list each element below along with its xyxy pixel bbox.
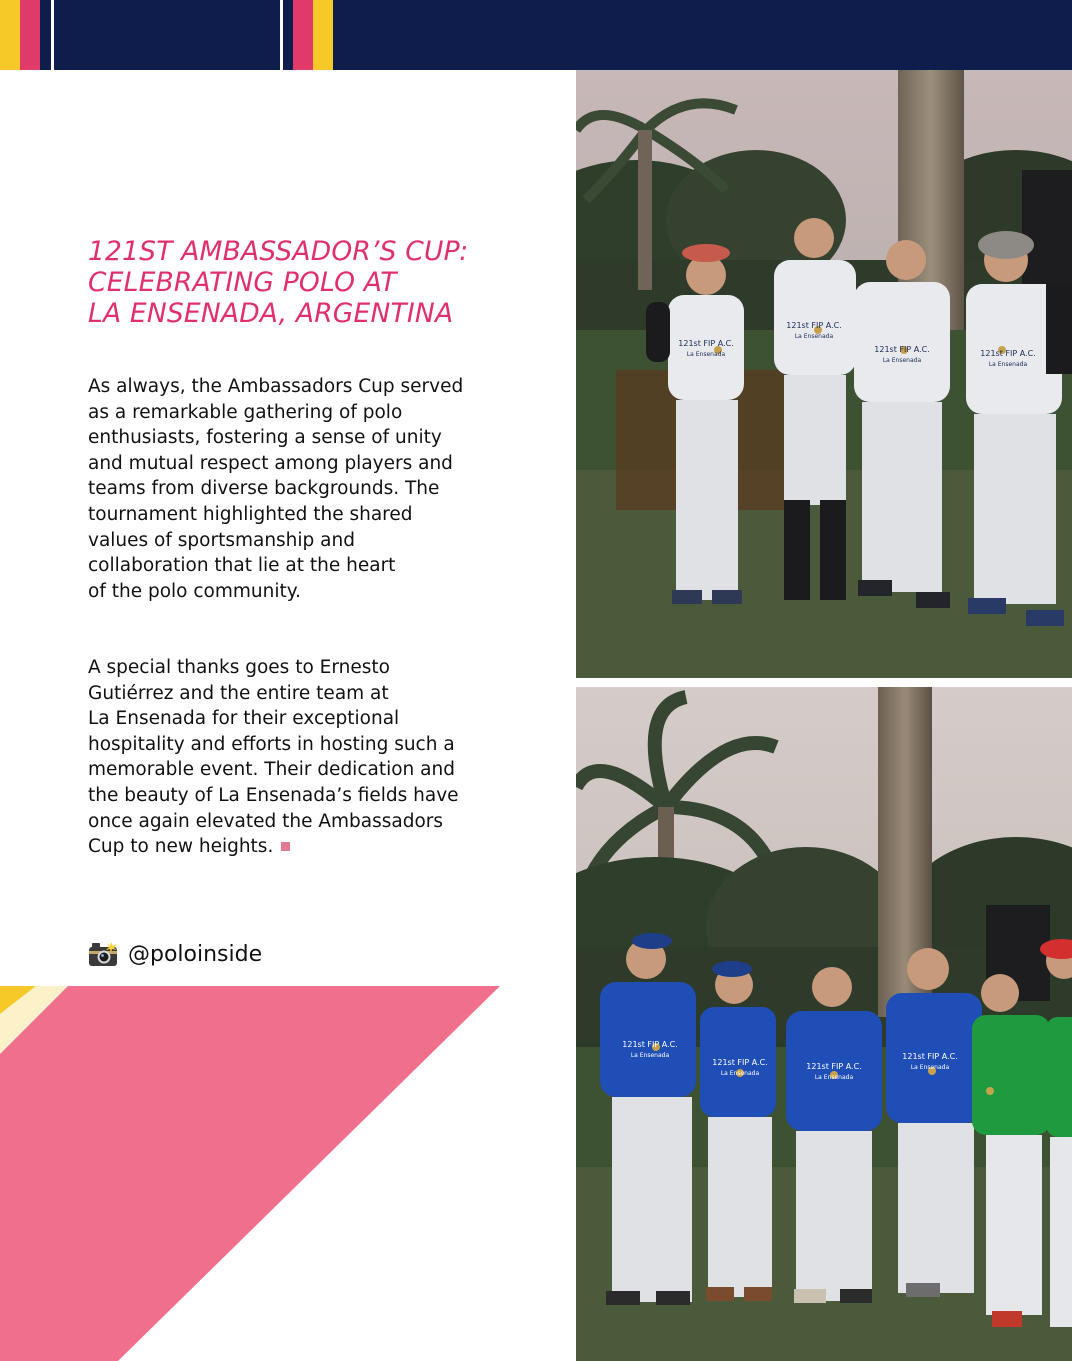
jersey-sublabel-blue-3: La Ensenada [814,1074,854,1081]
paragraph-line: collaboration that lie at the heart [88,555,396,577]
stripe-white-1 [51,0,54,70]
title-line: 121ST AMBASSADOR’S CUP: [88,236,469,267]
stripe-pink-1 [20,0,40,70]
photo-team-blue [576,687,1072,1361]
stripe-pink-2 [293,0,313,70]
paragraph-line: of the polo community. [88,580,301,602]
team-photo-blue-jerseys [576,687,1072,1361]
stripe-yellow-1 [0,0,20,70]
end-of-article-mark [281,842,290,851]
camera-flash-icon [88,941,118,967]
decorative-shapes [0,986,560,1361]
paragraph-line: La Ensenada for their exceptional [88,708,400,730]
header-band [0,0,1072,70]
paragraph-line: values of sportsmanship and [88,529,355,551]
paragraph-line-last [88,834,528,860]
jersey-label-2: 121st FIP A.C. [786,321,842,330]
paragraph-line: A special thanks goes to Ernesto [88,657,390,678]
stripe-yellow-2 [313,0,333,70]
jersey-label-1: 121st FIP A.C. [678,339,734,348]
paragraph-line: hospitality and efforts in hosting such a [88,733,455,755]
jersey-sublabel-blue-4: La Ensenada [910,1064,950,1071]
jersey-label-blue-4: 121st FIP A.C. [902,1052,958,1061]
jersey-sublabel-blue-2: La Ensenada [720,1070,760,1077]
paragraph-line: teams from diverse backgrounds. The [88,478,440,500]
paragraph-line: As always, the Ambassadors Cup served [88,376,464,397]
jersey-label-3: 121st FIP A.C. [874,345,930,354]
jersey-sublabel-3: La Ensenada [882,357,922,364]
stripe-white-2 [280,0,283,70]
paragraph-line: and mutual respect among players and [88,452,453,474]
title-line: LA ENSENADA, ARGENTINA [88,298,454,329]
paragraph-line: as a remarkable gathering of polo [88,401,403,423]
jersey-sublabel-1: La Ensenada [686,351,726,358]
instagram-handle[interactable]: @poloinside [128,941,263,967]
paragraph-line: memorable event. Their dedication and [88,759,455,781]
article-title [88,236,548,329]
jersey-sublabel-2: La Ensenada [794,333,834,340]
jersey-sublabel-4: La Ensenada [988,361,1028,368]
title-line: CELEBRATING POLO AT [88,267,397,298]
body-paragraph-2 [88,655,528,860]
photo-team-white [576,70,1072,678]
paragraph-line: the beauty of La Ensenada’s fields have [88,784,459,806]
paragraph-line: once again elevated the Ambassadors [88,810,444,832]
paragraph-line: tournament highlighted the shared [88,503,413,525]
team-photo-white-jerseys [576,70,1072,678]
social-handle-row [88,936,262,972]
jersey-sublabel-blue-1: La Ensenada [630,1052,670,1059]
paragraph-line: Gutiérrez and the entire team at [88,682,389,704]
jersey-label-blue-3: 121st FIP A.C. [806,1062,862,1071]
jersey-label-blue-2: 121st FIP A.C. [712,1058,768,1067]
jersey-label-blue-1: 121st FIP A.C. [622,1040,678,1049]
paragraph-line: enthusiasts, fostering a sense of unity [88,427,442,449]
paragraph-line-text: Cup to new heights. [88,836,274,858]
jersey-label-4: 121st FIP A.C. [980,349,1036,358]
body-paragraph-1 [88,374,528,604]
